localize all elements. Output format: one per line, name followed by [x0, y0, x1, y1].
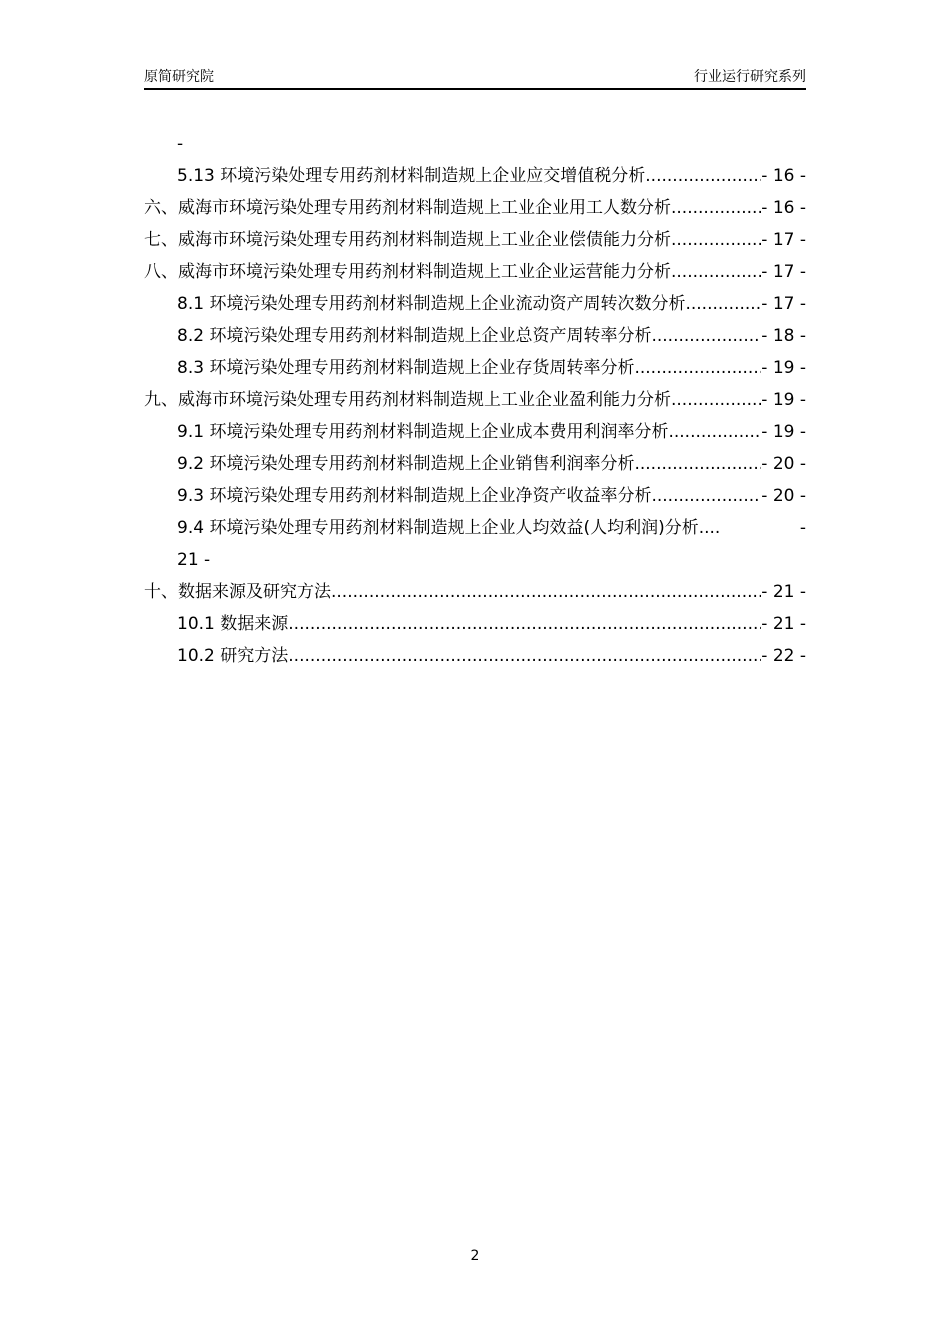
- toc-entry-page: - 20 -: [761, 486, 806, 506]
- toc-leader-dots: [671, 192, 761, 224]
- page-number: 2: [470, 1248, 480, 1264]
- toc-entry-page-part-a: -: [799, 518, 806, 538]
- toc-leader-dots: [634, 352, 761, 384]
- toc-entry-page: - 20 -: [761, 454, 806, 474]
- toc-entry-title: 10.1 数据来源: [177, 614, 289, 634]
- toc-entry-page: - 19 -: [761, 390, 806, 410]
- toc-leader-dots: [645, 160, 761, 192]
- header-org-name: 原简研究院: [144, 69, 214, 85]
- table-of-contents: [144, 128, 806, 672]
- toc-leader-dots: [634, 448, 761, 480]
- toc-entry-9-3[interactable]: [144, 480, 806, 512]
- toc-leader-dots: [668, 416, 761, 448]
- toc-leader-dots: [288, 640, 761, 672]
- toc-entry-8[interactable]: [144, 256, 806, 288]
- toc-entry-9-2[interactable]: [144, 448, 806, 480]
- toc-entry-page: - 16 -: [761, 198, 806, 218]
- toc-entry-page: - 19 -: [761, 358, 806, 378]
- toc-entry-page: - 19 -: [761, 422, 806, 442]
- toc-entry-page: - 22 -: [761, 646, 806, 666]
- toc-entry-7[interactable]: [144, 224, 806, 256]
- toc-entry-page: - 18 -: [761, 326, 806, 346]
- toc-leader-dots: [671, 384, 761, 416]
- toc-entry-title: 十、数据来源及研究方法: [144, 582, 331, 602]
- toc-entry-title: 8.2 环境污染处理专用药剂材料制造规上企业总资产周转率分析: [177, 326, 652, 346]
- header-series-title: 行业运行研究系列: [694, 69, 806, 85]
- toc-entry-page: - 16 -: [761, 166, 806, 186]
- toc-leader-dots: [331, 576, 761, 608]
- toc-entry-title: 9.1 环境污染处理专用药剂材料制造规上企业成本费用利润率分析: [177, 422, 669, 442]
- toc-entry-page: - 21 -: [761, 614, 806, 634]
- toc-leader-dots: [685, 288, 761, 320]
- toc-entry-10-1[interactable]: [144, 608, 806, 640]
- page-header: [144, 66, 806, 90]
- toc-entry-8-2[interactable]: [144, 320, 806, 352]
- toc-leader-dots: [671, 224, 761, 256]
- toc-entry-9-1[interactable]: [144, 416, 806, 448]
- toc-entry-title: 七、威海市环境污染处理专用药剂材料制造规上工业企业偿债能力分析: [144, 230, 671, 250]
- toc-entry-page-part-b: 21 -: [177, 550, 211, 570]
- toc-entry-title: 9.4 环境污染处理专用药剂材料制造规上企业人均效益(人均利润)分析: [177, 518, 699, 538]
- toc-leader-dots: [671, 256, 761, 288]
- toc-entry-9-4[interactable]: [144, 512, 806, 576]
- toc-entry-8-1[interactable]: [144, 288, 806, 320]
- toc-entry-6[interactable]: [144, 192, 806, 224]
- toc-leader-dots: [651, 320, 761, 352]
- toc-entry-title: 九、威海市环境污染处理专用药剂材料制造规上工业企业盈利能力分析: [144, 390, 671, 410]
- toc-leader-dots: ....: [698, 518, 721, 538]
- toc-entry-8-3[interactable]: [144, 352, 806, 384]
- page-footer: [0, 1247, 950, 1265]
- toc-entry-page: - 17 -: [761, 230, 806, 250]
- toc-entry-title: 9.2 环境污染处理专用药剂材料制造规上企业销售利润率分析: [177, 454, 635, 474]
- toc-continuation-mark: -: [177, 134, 184, 154]
- toc-entry-title: 六、威海市环境污染处理专用药剂材料制造规上工业企业用工人数分析: [144, 198, 671, 218]
- toc-entry-page: - 17 -: [761, 294, 806, 314]
- toc-entry-title: 8.1 环境污染处理专用药剂材料制造规上企业流动资产周转次数分析: [177, 294, 686, 314]
- toc-entry-title: 8.3 环境污染处理专用药剂材料制造规上企业存货周转率分析: [177, 358, 635, 378]
- toc-leader-dots: [288, 608, 761, 640]
- toc-entry-10[interactable]: [144, 576, 806, 608]
- toc-leader-dots: [651, 480, 761, 512]
- toc-entry-title: 10.2 研究方法: [177, 646, 289, 666]
- toc-entry-10-2[interactable]: [144, 640, 806, 672]
- toc-entry-title: 八、威海市环境污染处理专用药剂材料制造规上工业企业运营能力分析: [144, 262, 671, 282]
- toc-entry-5-13[interactable]: [144, 160, 806, 192]
- toc-entry-title: 9.3 环境污染处理专用药剂材料制造规上企业净资产收益率分析: [177, 486, 652, 506]
- toc-entry-title: 5.13 环境污染处理专用药剂材料制造规上企业应交增值税分析: [177, 166, 646, 186]
- toc-entry-page: - 17 -: [761, 262, 806, 282]
- toc-entry-9[interactable]: [144, 384, 806, 416]
- toc-entry-page: - 21 -: [761, 582, 806, 602]
